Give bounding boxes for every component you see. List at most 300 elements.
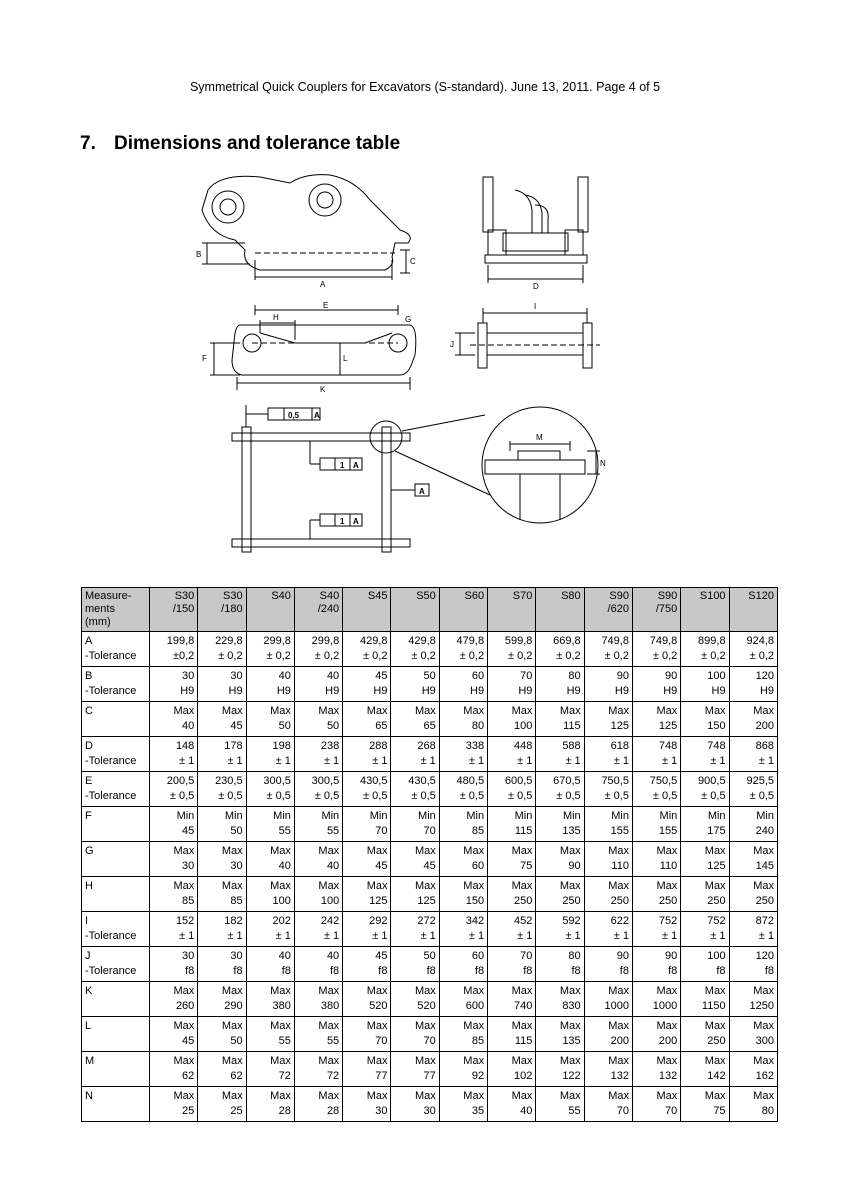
cell-line: 750,5 <box>649 775 678 787</box>
value-cell <box>198 982 246 1017</box>
value-cell <box>584 982 632 1017</box>
cell-line: Max <box>221 1055 243 1067</box>
value-cell <box>536 737 584 772</box>
cell-line: Max <box>608 1020 629 1032</box>
cell-line: 40 <box>520 1105 533 1117</box>
value-cell <box>488 667 536 702</box>
value-cell <box>729 772 777 807</box>
cell-line: H9 <box>566 685 581 697</box>
cell-line: S120 <box>748 590 774 602</box>
value-cell <box>294 947 342 982</box>
value-cell <box>150 702 198 737</box>
section-number: 7. <box>80 133 96 154</box>
value-cell <box>343 772 391 807</box>
cell-line: 85 <box>230 895 243 907</box>
value-cell <box>584 842 632 877</box>
cell-line: Max <box>415 705 436 717</box>
value-cell <box>729 737 777 772</box>
cell-line: ± 0,2 <box>459 650 485 662</box>
value-cell <box>246 842 294 877</box>
cell-line: Max <box>656 1090 678 1102</box>
cell-line: G <box>85 845 94 857</box>
value-cell <box>294 877 342 912</box>
cell-line: Min <box>273 810 291 822</box>
row-label-cell <box>82 842 150 877</box>
cell-line: 925,5 <box>746 775 774 787</box>
cell-line: 90 <box>616 950 629 962</box>
value-cell <box>439 737 487 772</box>
cell-line: Max <box>704 985 726 997</box>
cell-line: C <box>85 705 93 717</box>
value-cell <box>343 1017 391 1052</box>
cell-line: 40 <box>326 670 340 682</box>
cell-line: 300,5 <box>263 775 291 787</box>
cell-line: ± 0,2 <box>749 650 774 662</box>
cell-line: Max <box>318 985 340 997</box>
cell-line: 115 <box>514 1035 533 1047</box>
cell-line: 142 <box>707 1070 726 1082</box>
cell-line: Max <box>173 1090 195 1102</box>
cell-line: 50 <box>278 720 291 732</box>
cell-line: 300,5 <box>311 775 340 787</box>
cell-line: 75 <box>520 860 533 872</box>
cell-line: 1250 <box>749 1000 774 1012</box>
cell-line: 592 <box>562 915 581 927</box>
cell-line: Max <box>753 1020 774 1032</box>
value-cell <box>681 1052 729 1087</box>
value-cell <box>198 947 246 982</box>
dim-label-j: J <box>450 340 454 349</box>
cell-line: 115 <box>563 720 581 732</box>
column-header <box>294 588 342 632</box>
cell-line: 750,5 <box>601 775 629 787</box>
cell-line: 198 <box>272 740 291 752</box>
value-cell <box>729 1087 777 1122</box>
value-cell <box>584 1052 632 1087</box>
cell-line: 80 <box>761 1105 774 1117</box>
cell-line: ± 1 <box>662 755 678 767</box>
table-row <box>82 772 778 807</box>
cell-line: Max <box>753 985 774 997</box>
value-cell <box>294 1017 342 1052</box>
parallel-datum: A <box>314 411 320 420</box>
cell-line: A <box>85 635 93 647</box>
cell-line: /750 <box>655 603 678 615</box>
value-cell <box>681 982 729 1017</box>
row-label-cell <box>82 947 150 982</box>
cell-line: E <box>85 775 93 787</box>
value-cell <box>294 737 342 772</box>
value-cell <box>632 912 680 947</box>
cell-line: J <box>85 950 91 962</box>
value-cell <box>681 807 729 842</box>
row-label-cell <box>82 1087 150 1122</box>
cell-line: ± 1 <box>179 930 195 942</box>
cell-line: 100 <box>707 670 726 682</box>
cell-line: 70 <box>616 1105 629 1117</box>
cell-line: 155 <box>610 825 629 837</box>
cell-line: Max <box>753 845 774 857</box>
section-title <box>80 133 400 155</box>
cell-line: Min <box>321 810 340 822</box>
cell-line: K <box>85 985 93 997</box>
cell-line: 1000 <box>652 1000 678 1012</box>
cell-line: ± 1 <box>468 755 485 767</box>
table-row <box>82 667 778 702</box>
cell-line: 135 <box>562 825 581 837</box>
cell-line: H9 <box>663 685 678 697</box>
cell-line: H9 <box>711 685 726 697</box>
cell-line: 45 <box>375 670 388 682</box>
value-cell <box>198 842 246 877</box>
cell-line: 272 <box>417 915 436 927</box>
row-label-cell <box>82 632 150 667</box>
value-cell <box>681 877 729 912</box>
cell-line: S30 <box>174 590 195 602</box>
value-cell <box>584 667 632 702</box>
cell-line: Max <box>318 845 340 857</box>
value-cell <box>632 1017 680 1052</box>
cell-line: Min <box>418 810 436 822</box>
value-cell <box>150 807 198 842</box>
cell-line: 30 <box>182 950 195 962</box>
cell-line: 30 <box>182 670 195 682</box>
cell-line: S80 <box>561 590 581 602</box>
value-cell <box>150 947 198 982</box>
value-cell <box>343 807 391 842</box>
cell-line: Max <box>753 705 774 717</box>
cell-line: ± 0,5 <box>652 790 678 802</box>
value-cell <box>681 667 729 702</box>
cell-line: ± 1 <box>565 755 581 767</box>
cell-line: ± 1 <box>662 930 678 942</box>
cell-line: 480,5 <box>456 775 485 787</box>
value-cell <box>246 807 294 842</box>
cell-line: H9 <box>276 685 291 697</box>
cell-line: 260 <box>175 1000 195 1012</box>
cell-line: S45 <box>367 590 388 602</box>
cell-line: /240 <box>317 603 340 615</box>
cell-line: ± 1 <box>372 755 388 767</box>
value-cell <box>343 667 391 702</box>
cell-line: Min <box>514 810 533 822</box>
cell-line: 342 <box>465 915 485 927</box>
value-cell <box>729 667 777 702</box>
cell-line: f8 <box>233 965 243 977</box>
cell-line: 152 <box>175 915 195 927</box>
cell-line: Max <box>463 1055 485 1067</box>
value-cell <box>439 702 487 737</box>
row-label-cell <box>82 807 150 842</box>
value-cell <box>246 982 294 1017</box>
cell-line: -Tolerance <box>85 965 137 977</box>
cell-line: Max <box>318 1090 340 1102</box>
value-cell <box>632 1087 680 1122</box>
cell-line: Min <box>224 810 243 822</box>
cell-line: Max <box>608 985 629 997</box>
value-cell <box>536 912 584 947</box>
value-cell <box>584 772 632 807</box>
cell-line: ± 0,5 <box>266 790 291 802</box>
row-label-cell <box>82 772 150 807</box>
cell-line: 77 <box>375 1070 388 1082</box>
cell-line: 200,5 <box>166 775 195 787</box>
cell-line: 80 <box>568 950 581 962</box>
cell-line: M <box>85 1055 95 1067</box>
perp-tolerance-value-2: 1 <box>340 517 345 526</box>
cell-line: 55 <box>568 1105 581 1117</box>
cell-line: Max <box>366 1090 388 1102</box>
cell-line: 240 <box>755 825 774 837</box>
value-cell <box>729 807 777 842</box>
value-cell <box>681 1087 729 1122</box>
cell-line: 600 <box>465 1000 485 1012</box>
value-cell <box>632 772 680 807</box>
value-cell <box>729 982 777 1017</box>
cell-line: Max <box>270 845 291 857</box>
cell-line: 45 <box>423 860 436 872</box>
cell-line: 50 <box>423 950 436 962</box>
value-cell <box>439 912 487 947</box>
value-cell <box>681 772 729 807</box>
cell-line: 178 <box>224 740 243 752</box>
cell-line: Max <box>704 1020 726 1032</box>
cell-line: 45 <box>182 825 195 837</box>
cell-line: ± 1 <box>613 755 629 767</box>
cell-line: 448 <box>514 740 533 752</box>
cell-line: Max <box>318 1055 340 1067</box>
value-cell <box>488 807 536 842</box>
cell-line: 50 <box>230 825 243 837</box>
value-cell <box>198 632 246 667</box>
cell-line: 430,5 <box>359 775 388 787</box>
cell-line: ± 1 <box>758 930 774 942</box>
cell-line: 28 <box>278 1105 291 1117</box>
value-cell <box>246 737 294 772</box>
cell-line: ± 1 <box>517 930 533 942</box>
cell-line: 125 <box>658 720 678 732</box>
value-cell <box>584 632 632 667</box>
value-cell <box>391 772 439 807</box>
cell-line: 102 <box>514 1070 533 1082</box>
cell-line: ± 1 <box>710 930 726 942</box>
value-cell <box>439 1087 487 1122</box>
cell-line: D <box>85 740 93 752</box>
cell-line: Max <box>511 985 533 997</box>
cell-line: Max <box>608 845 629 857</box>
cell-line: 872 <box>755 915 774 927</box>
cell-line: Max <box>559 1020 581 1032</box>
cell-line: Max <box>415 985 436 997</box>
value-cell <box>439 877 487 912</box>
cell-line: H9 <box>614 685 629 697</box>
column-header <box>632 588 680 632</box>
cell-line: 740 <box>514 1000 533 1012</box>
dim-label-k: K <box>320 385 326 394</box>
cell-line: Max <box>415 845 436 857</box>
cell-line: 70 <box>375 1035 388 1047</box>
cell-line: ± 1 <box>275 930 291 942</box>
cell-line: Max <box>704 1055 726 1067</box>
cell-line: 899,8 <box>698 635 726 647</box>
cell-line: 748 <box>658 740 678 752</box>
cell-line: Max <box>656 705 678 717</box>
value-cell <box>536 1017 584 1052</box>
cell-line: f8 <box>523 965 533 977</box>
cell-line: 924,8 <box>746 635 774 647</box>
cell-line: ± 0,5 <box>749 790 774 802</box>
page-header: Symmetrical Quick Couplers for Excavators (S-standard). June 13, 2011. Page 4 of 5 <box>189 80 661 94</box>
table-row <box>82 1087 778 1122</box>
cell-line: 299,8 <box>263 635 291 647</box>
cell-line: Max <box>704 880 726 892</box>
value-cell <box>294 842 342 877</box>
value-cell <box>584 807 632 842</box>
cell-line: 70 <box>520 670 533 682</box>
cell-line: 30 <box>423 1105 436 1117</box>
cell-line: 100 <box>707 950 726 962</box>
value-cell <box>343 947 391 982</box>
cell-line: Max <box>415 1090 436 1102</box>
cell-line: Max <box>366 985 388 997</box>
cell-line: 40 <box>182 720 195 732</box>
value-cell <box>198 1017 246 1052</box>
value-cell <box>681 947 729 982</box>
cell-line: 70 <box>423 825 436 837</box>
value-cell <box>150 737 198 772</box>
cell-line: 748 <box>707 740 726 752</box>
cell-line: ± 0,5 <box>411 790 436 802</box>
cell-line: 429,8 <box>408 635 436 647</box>
cell-line: Max <box>511 845 533 857</box>
value-cell <box>632 1052 680 1087</box>
cell-line: 60 <box>471 950 485 962</box>
cell-line: 30 <box>230 950 243 962</box>
cell-line: 90 <box>665 670 678 682</box>
cell-line: 30 <box>375 1105 388 1117</box>
value-cell <box>343 877 391 912</box>
cell-line: Min <box>707 810 726 822</box>
cell-line: Max <box>270 880 291 892</box>
cell-line: ± 0,2 <box>556 650 581 662</box>
cell-line: 110 <box>611 860 629 872</box>
cell-line: f8 <box>426 965 436 977</box>
cell-line: 90 <box>568 860 581 872</box>
cell-line: ± 0,5 <box>604 790 629 802</box>
cell-line: Max <box>656 880 678 892</box>
value-cell <box>150 772 198 807</box>
row-label-cell <box>82 702 150 737</box>
cell-line: f8 <box>378 965 388 977</box>
cell-line: 250 <box>514 895 533 907</box>
value-cell <box>439 667 487 702</box>
cell-line: ± 0,2 <box>411 650 436 662</box>
value-cell <box>246 877 294 912</box>
cell-line: Max <box>463 985 485 997</box>
cell-line: Max <box>753 1055 774 1067</box>
cell-line: 60 <box>471 860 485 872</box>
cell-line: Max <box>366 1020 388 1032</box>
value-cell <box>729 702 777 737</box>
cell-line: Max <box>704 705 726 717</box>
cell-line: Max <box>173 845 195 857</box>
row-label-cell <box>82 1052 150 1087</box>
cell-line: Max <box>559 705 581 717</box>
cell-line: 299,8 <box>311 635 340 647</box>
value-cell <box>536 947 584 982</box>
pin-view-drawing <box>455 308 600 368</box>
cell-line: S90 <box>657 590 678 602</box>
value-cell <box>681 702 729 737</box>
cell-line: 338 <box>465 740 485 752</box>
cell-line: ± 0,2 <box>266 650 291 662</box>
cell-line: 122 <box>562 1070 581 1082</box>
column-header <box>246 588 294 632</box>
cell-line: 100 <box>272 895 291 907</box>
value-cell <box>536 1052 584 1087</box>
cell-line: 230,5 <box>215 775 243 787</box>
value-cell <box>536 772 584 807</box>
cell-line: 28 <box>326 1105 340 1117</box>
cell-line: 868 <box>755 740 774 752</box>
cell-line: ± 1 <box>565 930 581 942</box>
cell-line: f8 <box>619 965 629 977</box>
dim-label-a: A <box>320 280 326 289</box>
cell-line: 125 <box>369 895 388 907</box>
value-cell <box>294 807 342 842</box>
cell-line: ± 1 <box>468 930 485 942</box>
value-cell <box>439 772 487 807</box>
cell-line: 30 <box>230 860 243 872</box>
cell-line: 479,8 <box>456 635 485 647</box>
value-cell <box>343 1087 391 1122</box>
cell-line: ± 1 <box>758 755 774 767</box>
value-cell <box>150 667 198 702</box>
cell-line: Max <box>753 880 774 892</box>
value-cell <box>584 877 632 912</box>
detail-circle-drawing <box>482 407 600 523</box>
cell-line: 70 <box>375 825 388 837</box>
coupler-drawings <box>180 165 640 565</box>
value-cell <box>150 1017 198 1052</box>
cell-line: Min <box>466 810 485 822</box>
cell-line: Min <box>756 810 774 822</box>
value-cell <box>488 912 536 947</box>
cell-line: Max <box>704 1090 726 1102</box>
value-cell <box>198 1052 246 1087</box>
column-header <box>343 588 391 632</box>
cell-line: f8 <box>185 965 195 977</box>
value-cell <box>729 947 777 982</box>
cell-line: Max <box>608 1055 629 1067</box>
cell-line: Max <box>270 985 291 997</box>
cell-line: 155 <box>658 825 678 837</box>
value-cell <box>584 1087 632 1122</box>
cell-line: 120 <box>755 670 774 682</box>
column-header <box>729 588 777 632</box>
value-cell <box>439 807 487 842</box>
cell-line: Max <box>270 1090 291 1102</box>
table-row <box>82 702 778 737</box>
cell-line: Max <box>656 1020 678 1032</box>
value-cell <box>246 1052 294 1087</box>
cell-line: ± 0,5 <box>314 790 340 802</box>
value-cell <box>439 947 487 982</box>
cell-line: 669,8 <box>553 635 581 647</box>
cell-line: 120 <box>755 950 774 962</box>
cell-line: 80 <box>568 670 581 682</box>
cell-line: Max <box>173 1020 195 1032</box>
